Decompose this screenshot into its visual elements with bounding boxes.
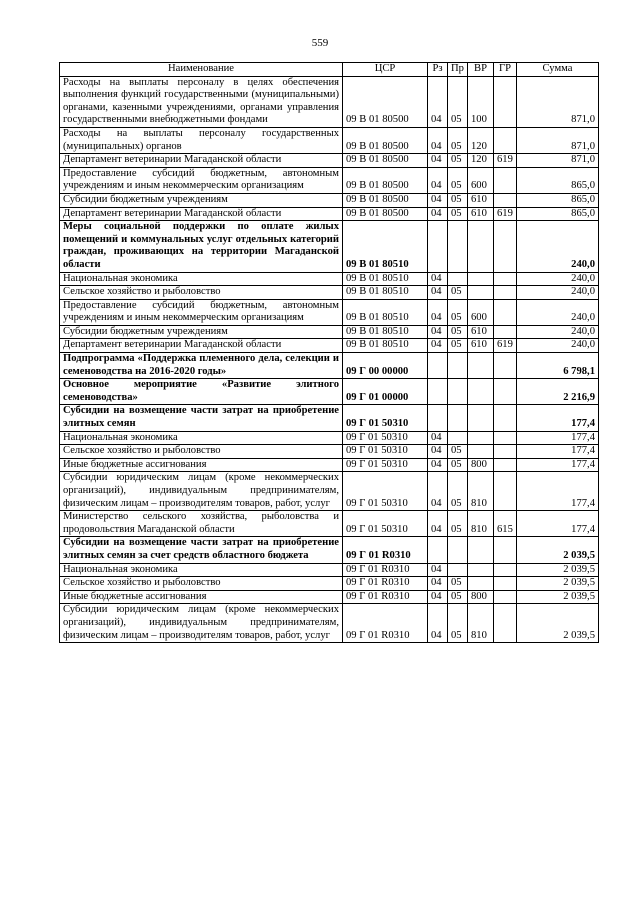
cell-vr xyxy=(468,405,494,431)
cell-vr: 800 xyxy=(468,458,494,472)
page-number: 559 xyxy=(311,37,329,49)
cell-name: Расходы на выплаты персоналу государственных (муниципальных) органов xyxy=(60,127,343,153)
cell-name: Субсидии бюджетным учреждениям xyxy=(60,193,343,207)
cell-pr: 05 xyxy=(448,458,468,472)
cell-vr: 810 xyxy=(468,472,494,511)
cell-name: Предоставление субсидий бюджетным, автономным учреждениям и иным некоммерческим организациям xyxy=(60,167,343,193)
cell-csr: 09 Г 01 50310 xyxy=(343,445,428,459)
cell-rz xyxy=(428,353,448,379)
cell-vr: 600 xyxy=(468,299,494,325)
cell-csr: 09 Г 00 00000 xyxy=(343,353,428,379)
cell-name: Иные бюджетные ассигнования xyxy=(60,590,343,604)
cell-sum: 865,0 xyxy=(517,193,599,207)
budget-table xyxy=(59,62,599,643)
cell-rz: 04 xyxy=(428,325,448,339)
cell-sum: 2 216,9 xyxy=(517,379,599,405)
cell-vr xyxy=(468,353,494,379)
cell-csr: 09 В 01 80510 xyxy=(343,339,428,353)
table-row xyxy=(60,577,599,591)
cell-gr xyxy=(494,76,517,127)
cell-gr xyxy=(494,604,517,643)
cell-vr xyxy=(468,577,494,591)
cell-sum: 177,4 xyxy=(517,458,599,472)
cell-name: Подпрограмма «Поддержка племенного дела, селекции и семеноводства на 2016-2020 годы» xyxy=(60,353,343,379)
cell-gr xyxy=(494,537,517,563)
cell-sum: 240,0 xyxy=(517,339,599,353)
table-row xyxy=(60,590,599,604)
cell-gr xyxy=(494,577,517,591)
cell-vr: 120 xyxy=(468,154,494,168)
cell-rz: 04 xyxy=(428,154,448,168)
cell-gr: 619 xyxy=(494,154,517,168)
cell-sum: 177,4 xyxy=(517,511,599,537)
table-row xyxy=(60,76,599,127)
cell-gr xyxy=(494,405,517,431)
cell-name: Иные бюджетные ассигнования xyxy=(60,458,343,472)
cell-csr: 09 Г 01 50310 xyxy=(343,511,428,537)
cell-sum: 240,0 xyxy=(517,299,599,325)
cell-gr: 619 xyxy=(494,339,517,353)
cell-pr: 05 xyxy=(448,472,468,511)
cell-sum: 6 798,1 xyxy=(517,353,599,379)
cell-name: Департамент ветеринарии Магаданской области xyxy=(60,339,343,353)
cell-csr: 09 В 01 80500 xyxy=(343,207,428,221)
table-row xyxy=(60,405,599,431)
cell-gr xyxy=(494,272,517,286)
table-row xyxy=(60,193,599,207)
cell-csr: 09 Г 01 R0310 xyxy=(343,590,428,604)
header-gr: ГР xyxy=(494,63,517,77)
table-row xyxy=(60,431,599,445)
cell-vr xyxy=(468,445,494,459)
cell-rz: 04 xyxy=(428,577,448,591)
cell-csr: 09 В 01 80510 xyxy=(343,286,428,300)
cell-pr xyxy=(448,537,468,563)
cell-pr: 05 xyxy=(448,339,468,353)
table-row xyxy=(60,563,599,577)
cell-rz: 04 xyxy=(428,299,448,325)
table-row xyxy=(60,127,599,153)
table-row xyxy=(60,286,599,300)
cell-rz xyxy=(428,405,448,431)
cell-sum: 871,0 xyxy=(517,154,599,168)
cell-gr: 619 xyxy=(494,207,517,221)
cell-gr xyxy=(494,379,517,405)
cell-sum: 2 039,5 xyxy=(517,537,599,563)
cell-pr: 05 xyxy=(448,207,468,221)
cell-name: Субсидии бюджетным учреждениям xyxy=(60,325,343,339)
cell-csr: 09 В 01 80510 xyxy=(343,325,428,339)
cell-name: Сельское хозяйство и рыболовство xyxy=(60,577,343,591)
cell-name: Сельское хозяйство и рыболовство xyxy=(60,286,343,300)
cell-pr: 05 xyxy=(448,167,468,193)
cell-pr: 05 xyxy=(448,76,468,127)
cell-name: Субсидии юридическим лицам (кроме некоммерческих организаций), индивидуальным предпринимателям, физическим лицам – производителям товаров, работ, услуг xyxy=(60,472,343,511)
table-row xyxy=(60,339,599,353)
cell-name: Департамент ветеринарии Магаданской области xyxy=(60,207,343,221)
cell-vr xyxy=(468,537,494,563)
cell-rz: 04 xyxy=(428,472,448,511)
cell-vr: 120 xyxy=(468,127,494,153)
cell-gr xyxy=(494,167,517,193)
cell-name: Департамент ветеринарии Магаданской области xyxy=(60,154,343,168)
cell-vr: 610 xyxy=(468,339,494,353)
cell-gr xyxy=(494,325,517,339)
table-body xyxy=(60,76,599,643)
cell-rz: 04 xyxy=(428,286,448,300)
cell-csr: 09 В 01 80500 xyxy=(343,127,428,153)
cell-sum: 865,0 xyxy=(517,207,599,221)
cell-gr xyxy=(494,472,517,511)
cell-pr: 05 xyxy=(448,127,468,153)
cell-csr: 09 В 01 80510 xyxy=(343,272,428,286)
cell-gr xyxy=(494,286,517,300)
cell-csr: 09 В 01 80510 xyxy=(343,299,428,325)
table-row xyxy=(60,458,599,472)
cell-rz: 04 xyxy=(428,563,448,577)
cell-gr xyxy=(494,458,517,472)
cell-sum: 2 039,5 xyxy=(517,563,599,577)
cell-csr: 09 Г 01 R0310 xyxy=(343,563,428,577)
cell-pr xyxy=(448,405,468,431)
cell-sum: 177,4 xyxy=(517,472,599,511)
cell-pr xyxy=(448,221,468,272)
cell-pr xyxy=(448,563,468,577)
cell-sum: 2 039,5 xyxy=(517,577,599,591)
cell-sum: 240,0 xyxy=(517,286,599,300)
cell-pr xyxy=(448,353,468,379)
cell-sum: 177,4 xyxy=(517,431,599,445)
cell-rz: 04 xyxy=(428,458,448,472)
cell-vr: 810 xyxy=(468,511,494,537)
cell-name: Основное мероприятие «Развитие элитного семеноводства» xyxy=(60,379,343,405)
table-row xyxy=(60,379,599,405)
cell-pr: 05 xyxy=(448,193,468,207)
table-row xyxy=(60,353,599,379)
table-row xyxy=(60,472,599,511)
cell-sum: 865,0 xyxy=(517,167,599,193)
cell-vr xyxy=(468,379,494,405)
table-header-row xyxy=(60,63,599,77)
cell-pr xyxy=(448,272,468,286)
cell-rz xyxy=(428,537,448,563)
cell-name: Национальная экономика xyxy=(60,563,343,577)
cell-rz xyxy=(428,379,448,405)
cell-csr: 09 В 01 80500 xyxy=(343,167,428,193)
header-name: Наименование xyxy=(60,63,343,77)
cell-name: Министерство сельского хозяйства, рыболовства и продовольствия Магаданской области xyxy=(60,511,343,537)
cell-gr xyxy=(494,445,517,459)
table-row xyxy=(60,154,599,168)
cell-pr xyxy=(448,431,468,445)
cell-pr xyxy=(448,379,468,405)
cell-name: Меры социальной поддержки по оплате жилых помещений и коммунальных услуг отдельных категорий граждан, проживающих на территории Магаданской области xyxy=(60,221,343,272)
cell-vr: 810 xyxy=(468,604,494,643)
table-row xyxy=(60,325,599,339)
header-csr: ЦСР xyxy=(343,63,428,77)
cell-sum: 240,0 xyxy=(517,221,599,272)
cell-vr: 600 xyxy=(468,167,494,193)
cell-rz: 04 xyxy=(428,604,448,643)
cell-rz: 04 xyxy=(428,76,448,127)
table-row xyxy=(60,299,599,325)
cell-sum: 240,0 xyxy=(517,272,599,286)
cell-rz: 04 xyxy=(428,207,448,221)
cell-pr: 05 xyxy=(448,577,468,591)
cell-rz: 04 xyxy=(428,127,448,153)
cell-rz: 04 xyxy=(428,590,448,604)
cell-vr xyxy=(468,286,494,300)
table-row xyxy=(60,221,599,272)
cell-gr xyxy=(494,353,517,379)
table-row xyxy=(60,604,599,643)
cell-name: Расходы на выплаты персоналу в целях обеспечения выполнения функций государственными (муниципальными) органами, казенными учреждениями, органами управления государственными внебюджетными фондами xyxy=(60,76,343,127)
cell-csr: 09 В 01 80510 xyxy=(343,221,428,272)
cell-name: Субсидии на возмещение части затрат на приобретение элитных семян xyxy=(60,405,343,431)
cell-gr xyxy=(494,127,517,153)
table-row xyxy=(60,537,599,563)
table-row xyxy=(60,207,599,221)
cell-rz: 04 xyxy=(428,511,448,537)
cell-pr: 05 xyxy=(448,154,468,168)
cell-sum: 2 039,5 xyxy=(517,590,599,604)
cell-rz: 04 xyxy=(428,431,448,445)
header-vr: ВР xyxy=(468,63,494,77)
cell-csr: 09 Г 01 50310 xyxy=(343,458,428,472)
cell-name: Субсидии на возмещение части затрат на приобретение элитных семян за счет средств областного бюджета xyxy=(60,537,343,563)
cell-csr: 09 Г 01 R0310 xyxy=(343,537,428,563)
cell-gr xyxy=(494,299,517,325)
cell-rz: 04 xyxy=(428,272,448,286)
cell-pr: 05 xyxy=(448,299,468,325)
cell-gr xyxy=(494,590,517,604)
cell-csr: 09 В 01 80500 xyxy=(343,193,428,207)
cell-rz: 04 xyxy=(428,193,448,207)
cell-pr: 05 xyxy=(448,325,468,339)
table-row xyxy=(60,445,599,459)
cell-pr: 05 xyxy=(448,445,468,459)
cell-csr: 09 Г 01 R0310 xyxy=(343,604,428,643)
cell-vr: 610 xyxy=(468,325,494,339)
cell-name: Субсидии юридическим лицам (кроме некоммерческих организаций), индивидуальным предпринимателям, физическим лицам – производителям товаров, работ, услуг xyxy=(60,604,343,643)
header-rz: Рз xyxy=(428,63,448,77)
table-row xyxy=(60,167,599,193)
cell-rz: 04 xyxy=(428,445,448,459)
cell-csr: 09 Г 01 00000 xyxy=(343,379,428,405)
cell-sum: 177,4 xyxy=(517,445,599,459)
cell-csr: 09 В 01 80500 xyxy=(343,154,428,168)
cell-sum: 2 039,5 xyxy=(517,604,599,643)
cell-csr: 09 Г 01 R0310 xyxy=(343,577,428,591)
cell-gr xyxy=(494,221,517,272)
cell-vr xyxy=(468,431,494,445)
header-pr: Пр xyxy=(448,63,468,77)
cell-gr xyxy=(494,431,517,445)
cell-gr: 615 xyxy=(494,511,517,537)
cell-name: Сельское хозяйство и рыболовство xyxy=(60,445,343,459)
cell-vr xyxy=(468,563,494,577)
cell-vr: 100 xyxy=(468,76,494,127)
cell-csr: 09 Г 01 50310 xyxy=(343,405,428,431)
header-sum: Сумма xyxy=(517,63,599,77)
table-row xyxy=(60,511,599,537)
cell-vr: 610 xyxy=(468,193,494,207)
cell-sum: 177,4 xyxy=(517,405,599,431)
cell-csr: 09 Г 01 50310 xyxy=(343,472,428,511)
cell-vr: 610 xyxy=(468,207,494,221)
cell-rz xyxy=(428,221,448,272)
cell-name: Национальная экономика xyxy=(60,431,343,445)
cell-name: Национальная экономика xyxy=(60,272,343,286)
cell-pr: 05 xyxy=(448,286,468,300)
cell-csr: 09 В 01 80500 xyxy=(343,76,428,127)
cell-vr xyxy=(468,221,494,272)
cell-sum: 871,0 xyxy=(517,127,599,153)
table-row xyxy=(60,272,599,286)
cell-vr: 800 xyxy=(468,590,494,604)
cell-sum: 240,0 xyxy=(517,325,599,339)
cell-gr xyxy=(494,563,517,577)
cell-csr: 09 Г 01 50310 xyxy=(343,431,428,445)
cell-pr: 05 xyxy=(448,511,468,537)
cell-pr: 05 xyxy=(448,604,468,643)
cell-gr xyxy=(494,193,517,207)
cell-vr xyxy=(468,272,494,286)
cell-rz: 04 xyxy=(428,167,448,193)
cell-sum: 871,0 xyxy=(517,76,599,127)
cell-pr: 05 xyxy=(448,590,468,604)
cell-rz: 04 xyxy=(428,339,448,353)
cell-name: Предоставление субсидий бюджетным, автономным учреждениям и иным некоммерческим организациям xyxy=(60,299,343,325)
